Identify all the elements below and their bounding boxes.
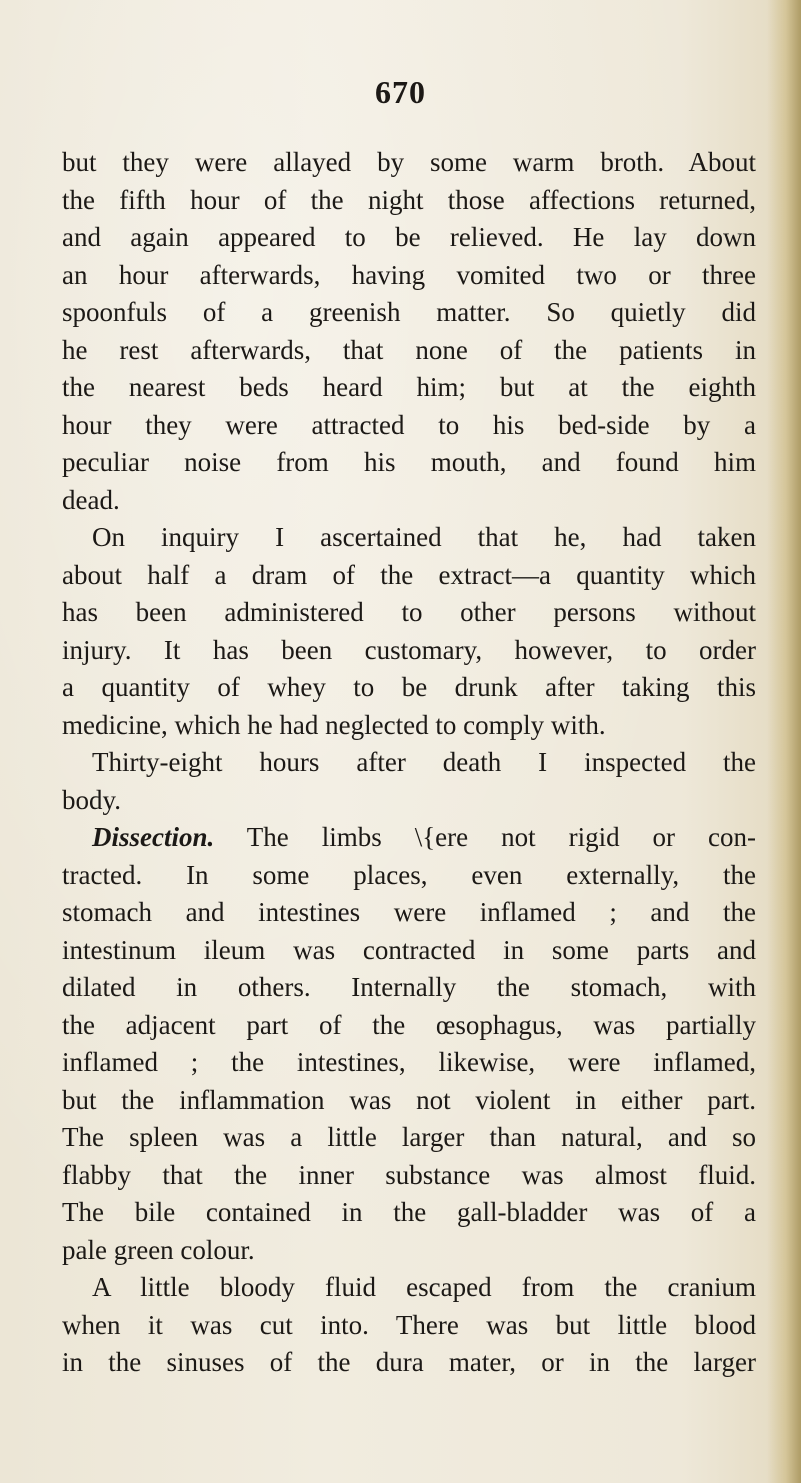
- text-line: an hour afterwards, having vomited two or three: [62, 259, 756, 290]
- text-line: in the sinuses of the dura mater, or in the larger: [62, 1347, 756, 1377]
- text-line: has been administered to other persons without: [62, 597, 756, 627]
- text-line: The spleen was a little larger than natural, and so: [62, 1122, 756, 1152]
- text-line: about half a dram of the extract—a quantity which: [62, 559, 756, 590]
- text-line: when it was cut into. There was but little blood: [62, 1309, 756, 1340]
- text-line: stomach and intestines were inflamed ; and the: [62, 897, 756, 927]
- text-line: intestinum ileum was contracted in some parts and: [62, 934, 756, 965]
- text-line: injury. It has been customary, however, to order: [62, 634, 756, 665]
- text-line: but they were allayed by some warm broth. About: [62, 147, 756, 177]
- text-line: the adjacent part of the œsophagus, was partially: [62, 1009, 756, 1040]
- text-line: dead.: [62, 484, 120, 515]
- text-line-content: The limbs \{ere not rigid or con-: [246, 822, 756, 852]
- text-line: pale green colour.: [62, 1234, 255, 1265]
- page-edge-shadow: [767, 0, 801, 1483]
- text-line: Thirty-eight hours after death I inspected the: [92, 747, 756, 777]
- text-line: A little bloody fluid escaped from the cranium: [92, 1272, 756, 1302]
- text-line: the fifth hour of the night those affections returned,: [62, 184, 756, 215]
- text-line: and again appeared to be relieved. He lay down: [62, 222, 756, 252]
- text-line: dilated in others. Internally the stomach, with: [62, 972, 756, 1002]
- text-line: he rest afterwards, that none of the patients in: [62, 334, 756, 365]
- text-line: spoonfuls of a greenish matter. So quietly did: [62, 297, 756, 327]
- text-line: flabby that the inner substance was almost fluid.: [62, 1159, 756, 1190]
- text-line: hour they were attracted to his bed-side by a: [62, 409, 756, 440]
- text-line: the nearest beds heard him; but at the eighth: [62, 372, 756, 402]
- text-line: peculiar noise from his mouth, and found him: [62, 447, 756, 477]
- text-line: [62, 819, 756, 857]
- text-line: body.: [62, 784, 121, 815]
- text-line: inflamed ; the intestines, likewise, were inflamed,: [62, 1047, 756, 1077]
- text-line: On inquiry I ascertained that he, had taken: [92, 522, 756, 552]
- page-number: 670: [375, 74, 426, 110]
- text-line: medicine, which he had neglected to comply with.: [62, 709, 606, 740]
- text-line: tracted. In some places, even externally, the: [62, 859, 756, 890]
- text-line: a quantity of whey to be drunk after taking this: [62, 672, 756, 702]
- text-line: but the inflammation was not violent in either part.: [62, 1084, 756, 1115]
- page-text: [62, 144, 756, 1382]
- text-line: The bile contained in the gall-bladder was of a: [62, 1197, 756, 1227]
- section-heading-dissection: Dissection.: [92, 822, 215, 852]
